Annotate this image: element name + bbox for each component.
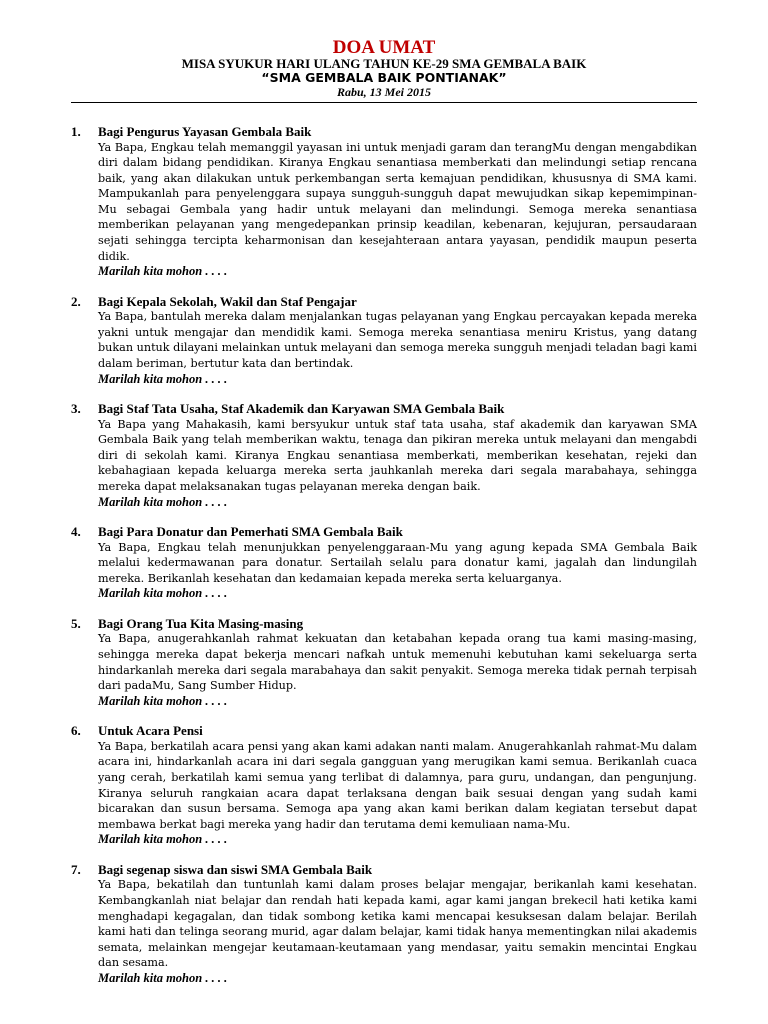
prayer-number: 4. bbox=[71, 524, 81, 540]
prayer-closing: Marilah kita mohon . . . . bbox=[98, 264, 228, 279]
document-date: Rabu, 13 Mei 2015 bbox=[336, 85, 431, 99]
school-name: “SMA GEMBALA BAIK PONTIANAK” bbox=[261, 70, 507, 85]
prayer-item bbox=[0, 124, 768, 280]
prayer-number: 2. bbox=[71, 293, 81, 309]
prayer-body: Ya Bapa, Engkau telah memanggil yayasan ini untuk menjadi garam dan terangMu dengan mengabdikan diri dalam bidang pendidikan. Kiranya Engkau senantiasa memberkati dan melindungi setiap rencana baik, yang akan dilakukan untuk perkembangan serta kemajuan pendidikan, khususnya di SMA kami. Mampukanlah para penyelenggara supaya sungguh-sungguh dapat mewujudkan sikap kepemimpinan-Mu sebagai Gembala yang hadir untuk melayani dan melindungi. Semoga mereka senantiasa memberikan pelayanan yang mengedepankan prinsip keadilan, kebenaran, kejujuran, persaudaraan sejati sehingga tercipta keharmonisan dan kesejahteraan antara yayasan, pendidik maupun peserta didik. bbox=[98, 140, 697, 263]
prayer-body: Ya Bapa, bantulah mereka dalam menjalankan tugas pelayanan yang Engkau percayakan kepada mereka yakni untuk mengajar dan mendidik kami. Semoga mereka senantiasa meniru Kristus, yang datang bukan untuk dilayani melainkan untuk melayani dan semoga mereka sungguh menjadi teladan bagi kami dalam beriman, bertutur kata dan bertindak. bbox=[98, 310, 697, 371]
prayer-closing: Marilah kita mohon . . . . bbox=[98, 970, 228, 985]
prayer-heading: Bagi Staf Tata Usaha, Staf Akademik dan Karyawan SMA Gembala Baik bbox=[98, 401, 505, 417]
header-divider bbox=[71, 102, 697, 103]
prayer-item bbox=[0, 616, 768, 709]
prayer-heading: Bagi Pengurus Yayasan Gembala Baik bbox=[98, 124, 312, 139]
prayer-heading: Bagi Para Donatur dan Pemerhati SMA Gembala Baik bbox=[98, 524, 403, 540]
prayer-number: 6. bbox=[71, 723, 81, 739]
prayer-body: Ya Bapa yang Mahakasih, kami bersyukur untuk staf tata usaha, staf akademik dan karyawan SMA Gembala Baik yang telah memberikan waktu, tenaga dan pikiran mereka untuk melayani dan mengabdi diri di sekolah kami. Kiranya Engkau senantiasa memberkati, memberikan kesehatan, rejeki dan kebahagiaan kepada keluarga mereka serta jauhkanlah mereka dari segala marabahaya, sehingga mereka dapat melaksanakan tugas pelayanan mereka dengan baik. bbox=[98, 417, 697, 493]
prayer-closing: Marilah kita mohon . . . . bbox=[98, 494, 228, 509]
prayer-item bbox=[0, 524, 768, 602]
prayer-closing: Marilah kita mohon . . . . bbox=[98, 371, 228, 386]
prayer-number: 7. bbox=[71, 861, 81, 877]
prayer-item bbox=[0, 862, 768, 987]
prayer-closing: Marilah kita mohon . . . . bbox=[98, 586, 228, 601]
prayer-body: Ya Bapa, berkatilah acara pensi yang akan kami adakan nanti malam. Anugerahkanlah rahmat-Mu dalam acara ini, hindarkanlah acara ini dari segala gangguan yang merugikan kami semua. Berikanlah cuaca yang cerah, berkatilah kami semua yang terlibat di dalamnya, para guru, undangan, dan pengunjung. Kiranya seluruh rangkaian acara dapat terlaksana dengan baik sesuai dengan yang sudah kami bicarakan dan susun bersama. Semoga apa yang akan kami berikan dalam kegiatan tersebut dapat membawa berkat bagi mereka yang hadir dan terutama demi kemuliaan nama-Mu. bbox=[98, 739, 697, 831]
document-subtitle: MISA SYUKUR HARI ULANG TAHUN KE-29 SMA GEMBALA BAIK bbox=[181, 56, 587, 71]
prayer-list bbox=[0, 124, 768, 1000]
prayer-heading: Bagi segenap siswa dan siswi SMA Gembala Baik bbox=[98, 861, 373, 877]
document-title: DOA UMAT bbox=[332, 37, 436, 58]
prayer-body: Ya Bapa, bekatilah dan tuntunlah kami dalam proses belajar mengajar, berikanlah kami kesehatan. Kembangkanlah niat belajar dan rendah hati kepada kami, agar kami jangan brekecil hati ketika kami menghadapi kegagalan, dan tidak sombong ketika kami mencapai kesuksesan dalam belajar. Berilah kami hati dan telinga seorang murid, agar dalam belajar, kami tidak hanya mementingkan nilai akademis semata, melainkan mengejar keutamaan-keutamaan yang mendasar, yaitu semakin mencintai Engkau dan sesama. bbox=[98, 878, 697, 970]
prayer-item bbox=[0, 723, 768, 848]
prayer-heading: Bagi Orang Tua Kita Masing-masing bbox=[98, 615, 304, 631]
prayer-closing: Marilah kita mohon . . . . bbox=[98, 693, 228, 708]
prayer-body: Ya Bapa, anugerahkanlah rahmat kekuatan dan ketabahan kepada orang tua kami masing-masing, sehingga mereka dapat bekerja mencari nafkah untuk memenuhi kebutuhan kami sekeluarga serta hindarkanlah mereka dari segala marabahaya dan sakit penyakit. Semoga mereka tidak pernah terpisah dari padaMu, Sang Sumber Hidup. bbox=[98, 632, 697, 693]
prayer-number: 3. bbox=[71, 401, 81, 417]
prayer-body: Ya Bapa, Engkau telah menunjukkan penyelenggaraan-Mu yang agung kepada SMA Gembala Baik melalui kedermawanan para donatur. Sertailah selalu para donatur kami, jagalah dan lindungilah mereka. Berikanlah kesehatan dan kedamaian kepada mereka serta keluarganya. bbox=[98, 540, 697, 585]
prayer-heading: Bagi Kepala Sekolah, Wakil dan Staf Pengajar bbox=[98, 293, 357, 309]
prayer-item bbox=[0, 294, 768, 387]
prayer-heading: Untuk Acara Pensi bbox=[98, 723, 203, 739]
prayer-number: 1. bbox=[71, 124, 81, 139]
prayer-closing: Marilah kita mohon . . . . bbox=[98, 832, 228, 847]
prayer-number: 5. bbox=[71, 615, 81, 631]
prayer-item bbox=[0, 401, 768, 510]
